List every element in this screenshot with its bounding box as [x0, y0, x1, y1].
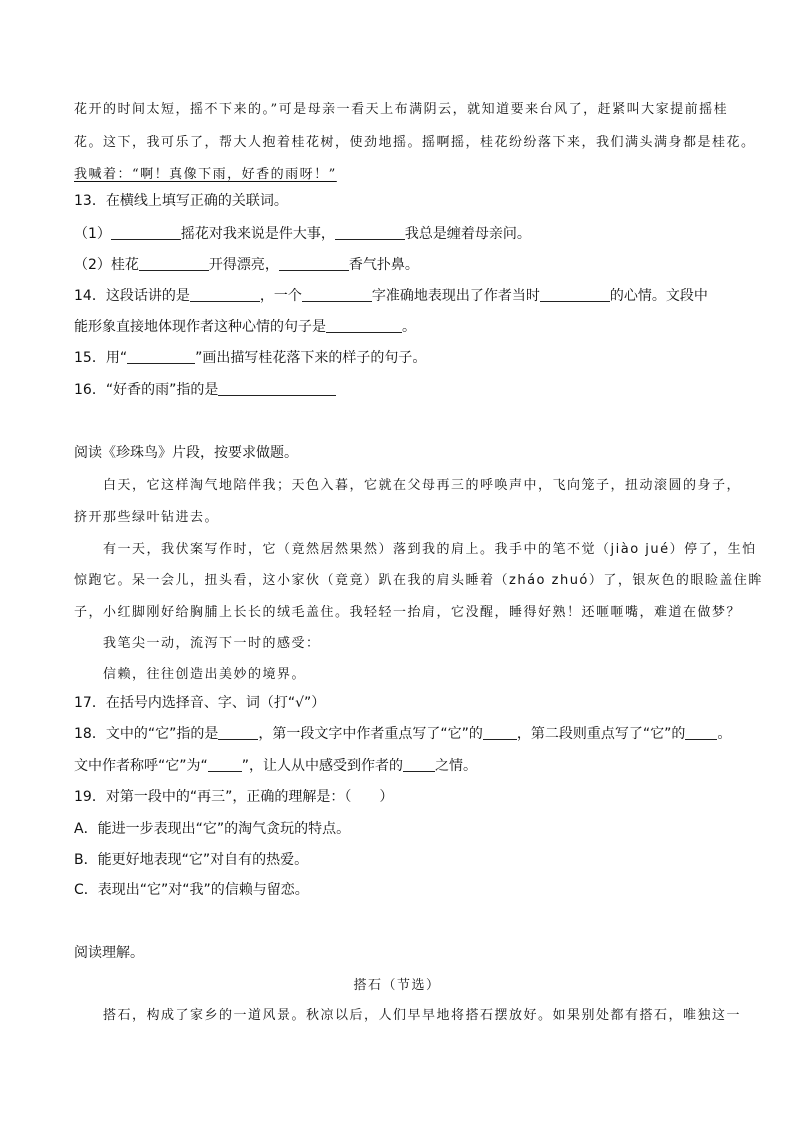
answer-blank[interactable]: [483, 725, 517, 740]
answer-blank[interactable]: [218, 381, 336, 396]
section-title: 阅读理解。: [74, 945, 144, 961]
passage-line: 花开的时间太短，摇不下来的。”可是母亲一看天上布满阴云，就知道要来台风了，赶紧叫大家提前摇桂: [74, 102, 729, 117]
pinyin-option: jiào jué: [610, 542, 670, 557]
item-text: （2）桂花: [74, 257, 139, 273]
question-15: [74, 347, 426, 367]
answer-blank[interactable]: [685, 725, 717, 740]
passage-text: 有一天，我伏案写作时，它（竟然居然果然）落到我的肩上。我手中的笔不觉（: [103, 542, 611, 557]
passage-line: [103, 538, 757, 557]
question-14-line-1: [74, 285, 708, 305]
answer-blank[interactable]: [218, 725, 258, 740]
q-text: ”，让人从中感受到作者的: [241, 758, 404, 774]
q-text: 能形象直接地体现作者这种心情的句子是: [74, 319, 326, 335]
q-text: ”画出描写桂花落下来的样子的句子。: [195, 350, 427, 366]
question-13-item-2: [74, 254, 419, 274]
q-text: ，第一段文字中作者重点写了“它”的: [258, 726, 483, 742]
answer-blank[interactable]: [403, 757, 435, 772]
q-text: 。: [402, 319, 416, 335]
question-16: [74, 379, 336, 399]
q-text: 文中作者称呼“它”为“: [74, 758, 208, 774]
passage-text: 惊跑它。呆一会儿，扭头看，这小家伙（竟竟）趴在我的肩头睡着（: [74, 573, 510, 588]
passage-line: 我笔尖一动，流泻下一时的感受：: [103, 636, 321, 651]
option-c[interactable]: C．表现出“它”对“我”的信赖与留恋。: [74, 882, 309, 898]
question-19-stem: 19．对第一段中的“再三”，正确的理解是：（ ）: [74, 789, 394, 805]
answer-blank[interactable]: [326, 318, 402, 333]
passage-line: 信赖，往往创造出美妙的境界。: [103, 667, 307, 682]
option-a[interactable]: A．能进一步表现出“它”的淘气贪玩的特点。: [74, 821, 351, 837]
answer-blank[interactable]: [111, 225, 181, 240]
passage-line: 搭石，构成了家乡的一道风景。秋凉以后，人们早早地将搭石摆放好。如果别处都有搭石，唯独这一: [103, 1008, 742, 1023]
question-13-stem: 13．在横线上填写正确的关联词。: [74, 193, 288, 209]
q-text: 14．这段话讲的是: [74, 288, 190, 304]
passage-line: 子，小红脚刚好给胸脯上长长的绒毛盖住。我轻轻一抬肩，它没醒，睡得好熟！还咂咂嘴，难道在做梦？: [74, 605, 742, 620]
answer-blank[interactable]: [335, 225, 405, 240]
passage-heading: 搭石（节选）: [353, 978, 441, 993]
q-text: 。: [717, 726, 732, 742]
underline-sample: [127, 349, 195, 364]
question-18-line-1: [74, 723, 731, 743]
passage-line: 挤开那些绿叶钻进去。: [74, 510, 220, 525]
item-text: 摇花对我来说是件大事，: [180, 226, 335, 242]
item-text: 香气扑鼻。: [348, 257, 419, 273]
q-text: 的心情。文段中: [609, 288, 708, 304]
q-text: ，第二段则重点写了“它”的: [516, 726, 686, 742]
question-14-line-2: [74, 316, 416, 336]
section-title: 阅读《珍珠鸟》片段，按要求做题。: [74, 445, 298, 461]
q-text: 字准确地表现出了作者当时: [371, 288, 540, 304]
item-number: （1）: [74, 226, 111, 242]
answer-blank[interactable]: [302, 287, 372, 302]
answer-blank[interactable]: [208, 757, 242, 772]
question-18-line-2: [74, 755, 477, 775]
answer-blank[interactable]: [139, 256, 209, 271]
passage-quote-line: 我喊着：“啊！真像下雨，好香的雨呀！”: [74, 167, 337, 182]
q-text: 15．用“: [74, 350, 128, 366]
passage-line: 白天，它这样淘气地陪伴我；天色入暮，它就在父母再三的呼唤声中，飞向笼子，扭动滚圆的身子，: [103, 478, 742, 493]
answer-blank[interactable]: [190, 287, 260, 302]
pinyin-option: zháo zhuó: [509, 573, 589, 588]
passage-line: [74, 569, 763, 588]
option-b[interactable]: B．能更好地表现“它”对自有的热爱。: [74, 852, 309, 868]
item-text: 开得漂亮，: [208, 257, 279, 273]
answer-blank[interactable]: [540, 287, 610, 302]
q-text: 16．“好香的雨”指的是: [74, 382, 219, 398]
q-text: 18．文中的“它”指的是: [74, 726, 219, 742]
question-17: 17．在括号内选择音、字、词（打“√”）: [74, 695, 326, 711]
q-text: ，一个: [259, 288, 302, 304]
passage-text: ）停了，生怕: [669, 542, 757, 557]
passage-text: ）了，银灰色的眼睑盖住眸: [588, 573, 763, 588]
passage-line: 花。这下，我可乐了，帮大人抱着桂花树，使劲地摇。摇啊摇，桂花纷纷落下来，我们满头满身都是桂花。: [74, 135, 756, 150]
q-text: 之情。: [435, 758, 478, 774]
answer-blank[interactable]: [279, 256, 349, 271]
question-13-item-1: [74, 223, 531, 243]
item-text: 我总是缠着母亲问。: [404, 226, 531, 242]
